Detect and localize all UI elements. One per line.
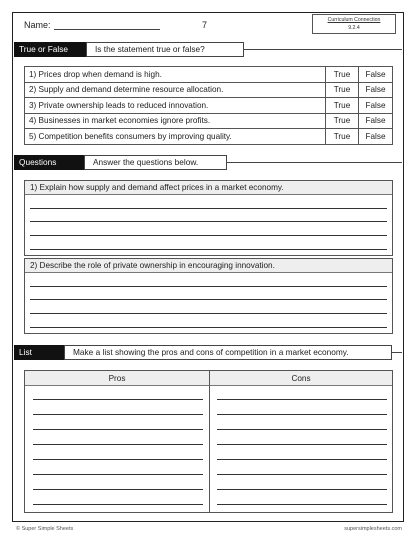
question-2-prompt: 2) Describe the role of private ownership in encouraging innovation. — [25, 259, 392, 273]
pros-header: Pros — [25, 371, 209, 386]
cons-line — [217, 399, 387, 400]
true-option[interactable]: True — [326, 82, 359, 98]
true-false-table — [24, 66, 393, 145]
answer-line — [30, 313, 387, 314]
questions-instruction: Answer the questions below. — [84, 155, 227, 170]
pros-line — [33, 444, 203, 445]
answer-line — [30, 327, 387, 328]
true-false-tag: True or False — [14, 42, 86, 57]
cons-line — [217, 429, 387, 430]
table-row — [25, 98, 393, 114]
table-row — [25, 129, 393, 145]
cons-line — [217, 444, 387, 445]
table-row — [25, 67, 393, 83]
list-instruction: Make a list showing the pros and cons of competition in a market economy. — [64, 345, 392, 360]
answer-line — [30, 208, 387, 209]
statement-cell: 5) Competition benefits consumers by improving quality. — [25, 129, 326, 145]
table-row — [25, 113, 393, 129]
name-input-line[interactable] — [54, 21, 160, 30]
answer-line — [30, 221, 387, 222]
cons-header: Cons — [210, 371, 392, 386]
question-2-box — [24, 258, 393, 334]
question-1-prompt: 1) Explain how supply and demand affect prices in a market economy. — [25, 181, 392, 195]
true-false-instruction: Is the statement true or false? — [86, 42, 244, 57]
false-option[interactable]: False — [359, 98, 393, 114]
footer-copyright: © Super Simple Sheets — [16, 526, 74, 532]
false-option[interactable]: False — [359, 113, 393, 129]
cons-line — [217, 414, 387, 415]
questions-section-bar — [14, 155, 402, 170]
pros-line — [33, 429, 203, 430]
answer-line — [30, 235, 387, 236]
pros-cons-box — [24, 370, 393, 513]
statement-cell: 4) Businesses in market economies ignore profits. — [25, 113, 326, 129]
statement-cell: 3) Private ownership leads to reduced innovation. — [25, 98, 326, 114]
true-option[interactable]: True — [326, 98, 359, 114]
name-label: Name: — [24, 20, 51, 30]
column-divider — [209, 371, 210, 512]
cons-line — [217, 504, 387, 505]
questions-tag: Questions — [14, 155, 84, 170]
table-row — [25, 82, 393, 98]
pros-line — [33, 459, 203, 460]
true-option[interactable]: True — [326, 113, 359, 129]
curriculum-connection-box — [312, 14, 396, 34]
false-option[interactable]: False — [359, 67, 393, 83]
curriculum-title: Curriculum Connection — [327, 17, 381, 23]
footer-website[interactable]: supersimplesheets.com — [344, 526, 402, 532]
true-option[interactable]: True — [326, 129, 359, 145]
false-option[interactable]: False — [359, 129, 393, 145]
true-false-section-bar — [14, 42, 402, 57]
cons-line — [217, 489, 387, 490]
statement-cell: 2) Supply and demand determine resource allocation. — [25, 82, 326, 98]
answer-line — [30, 249, 387, 250]
pros-line — [33, 414, 203, 415]
curriculum-code: 9.2.4 — [348, 25, 360, 31]
question-1-box — [24, 180, 393, 256]
list-section-bar — [14, 345, 402, 360]
statement-cell: 1) Prices drop when demand is high. — [25, 67, 326, 83]
true-option[interactable]: True — [326, 67, 359, 83]
answer-line — [30, 299, 387, 300]
pros-line — [33, 489, 203, 490]
answer-line — [30, 286, 387, 287]
pros-line — [33, 474, 203, 475]
list-tag: List — [14, 345, 64, 360]
name-row — [24, 20, 160, 30]
pros-line — [33, 504, 203, 505]
false-option[interactable]: False — [359, 82, 393, 98]
pros-line — [33, 399, 203, 400]
cons-line — [217, 459, 387, 460]
cons-line — [217, 474, 387, 475]
page-number: 7 — [202, 20, 208, 30]
